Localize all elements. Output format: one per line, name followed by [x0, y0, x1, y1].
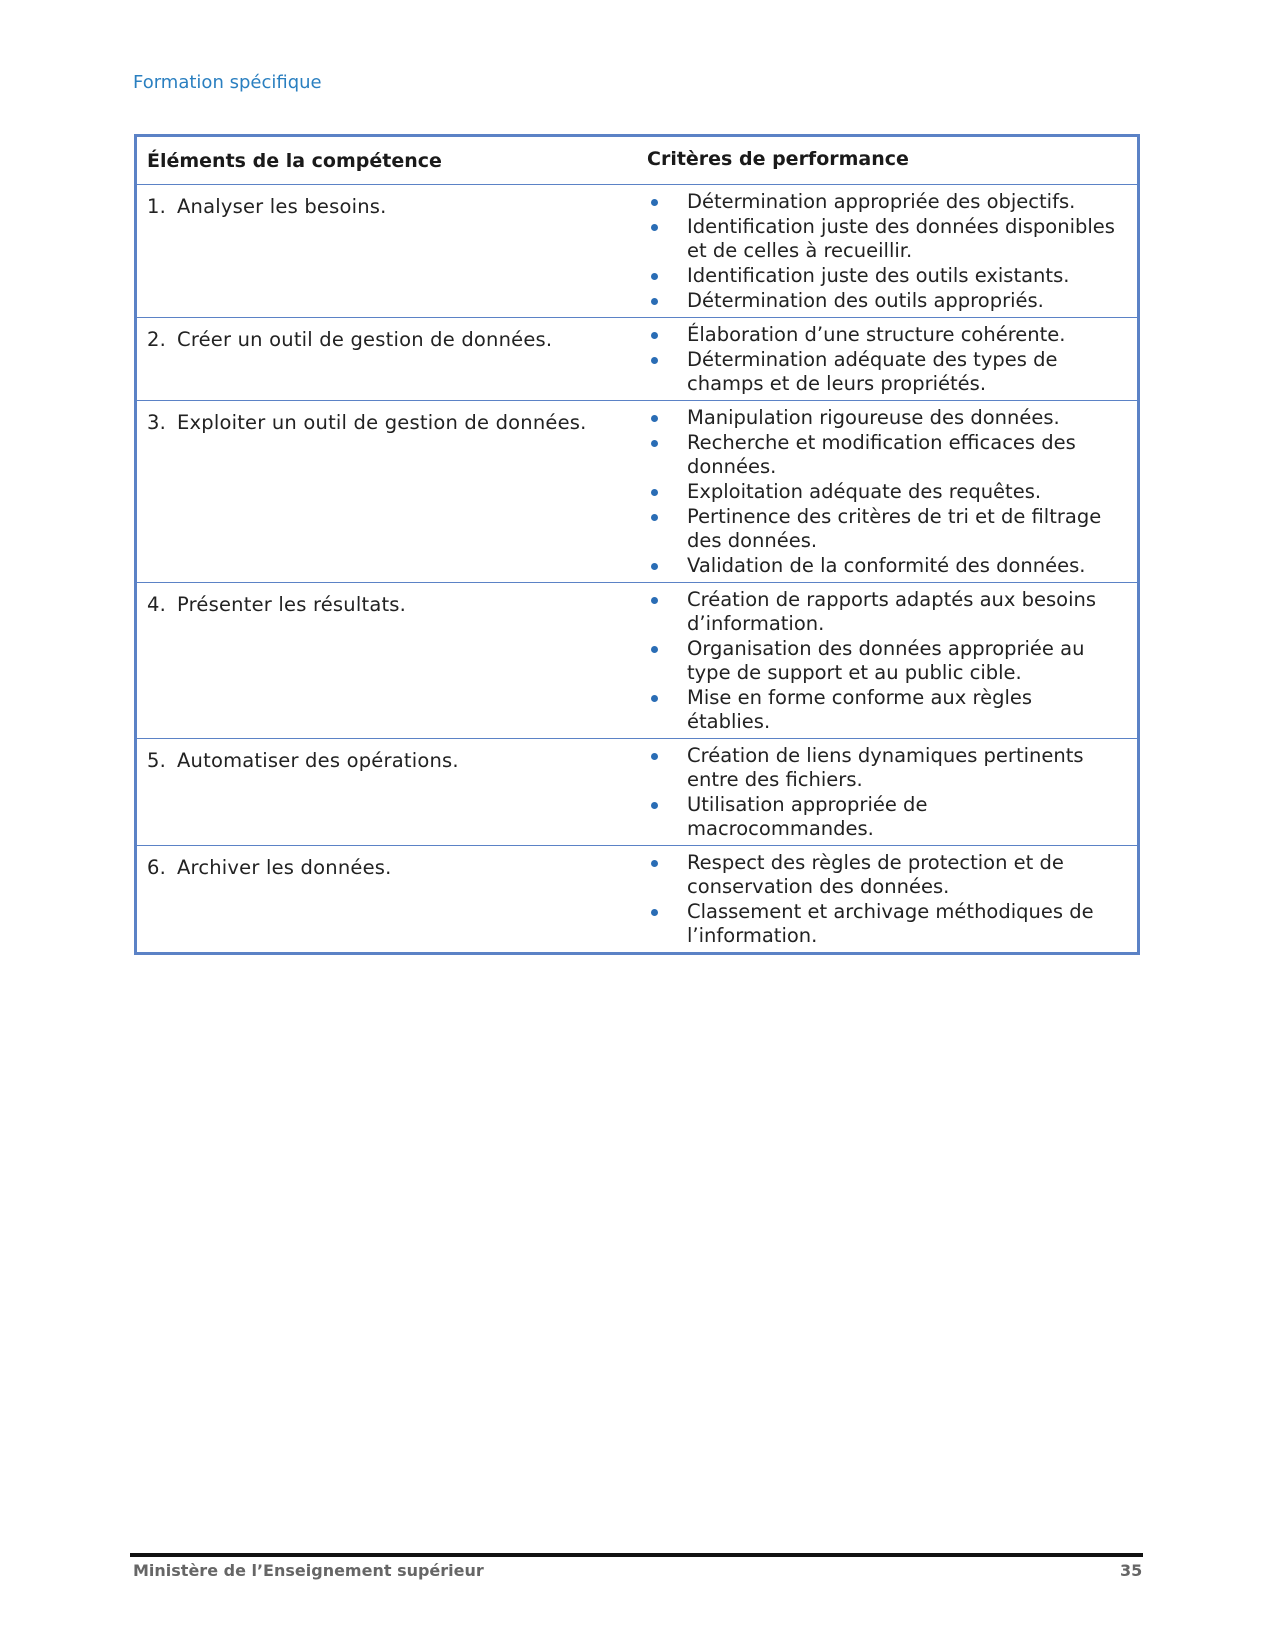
criterion-item	[647, 289, 1137, 313]
criterion-text: Recherche et modification efficaces des données.	[687, 431, 1076, 478]
criterion-text: Identification juste des outils existants.	[687, 264, 1070, 287]
criterion-text: Exploitation adéquate des requêtes.	[687, 480, 1042, 503]
criterion-item	[647, 637, 1137, 685]
criterion-text: Organisation des données appropriée au type de support et au public cible.	[687, 637, 1085, 684]
element-text: Créer un outil de gestion de données.	[177, 328, 553, 351]
footer-ministry: Ministère de l’Enseignement supérieur	[133, 1561, 484, 1580]
criterion-text: Détermination appropriée des objectifs.	[687, 190, 1076, 213]
column-header-criteria: Critères de performance	[637, 136, 1139, 185]
bullet-icon	[651, 802, 658, 809]
criteria-list	[647, 851, 1137, 948]
bullet-icon	[651, 273, 658, 280]
element-text: Exploiter un outil de gestion de données.	[177, 411, 587, 434]
criterion-item	[647, 588, 1137, 636]
criterion-item	[647, 431, 1137, 479]
criteria-list	[647, 323, 1137, 396]
competence-element-cell	[136, 583, 638, 739]
bullet-icon	[651, 563, 658, 570]
element-number: 4.	[147, 593, 167, 616]
bullet-icon	[651, 489, 658, 496]
performance-criteria-cell	[637, 739, 1139, 846]
element-number: 1.	[147, 195, 167, 218]
competence-element-cell	[136, 401, 638, 583]
criteria-list	[647, 588, 1137, 734]
criterion-text: Élaboration d’une structure cohérente.	[687, 323, 1066, 346]
competence-element	[147, 846, 637, 879]
competence-element-cell	[136, 318, 638, 401]
performance-criteria-cell	[637, 318, 1139, 401]
criterion-item	[647, 406, 1137, 430]
criterion-text: Manipulation rigoureuse des données.	[687, 406, 1060, 429]
bullet-icon	[651, 332, 658, 339]
table-row	[136, 318, 1139, 401]
criterion-text: Détermination adéquate des types de champs et de leurs propriétés.	[687, 348, 1058, 395]
criterion-text: Classement et archivage méthodiques de l’information.	[687, 900, 1094, 947]
criteria-list	[647, 406, 1137, 578]
criterion-text: Validation de la conformité des données.	[687, 554, 1086, 577]
element-text: Archiver les données.	[177, 856, 392, 879]
criterion-item	[647, 348, 1137, 396]
criteria-list	[647, 190, 1137, 313]
competence-element	[147, 739, 637, 772]
competence-element	[147, 401, 637, 434]
criterion-item	[647, 554, 1137, 578]
criterion-item	[647, 323, 1137, 347]
criterion-text: Pertinence des critères de tri et de filtrage des données.	[687, 505, 1102, 552]
criterion-text: Respect des règles de protection et de conservation des données.	[687, 851, 1064, 898]
criterion-item	[647, 686, 1137, 734]
element-text: Analyser les besoins.	[177, 195, 387, 218]
bullet-icon	[651, 753, 658, 760]
performance-criteria-cell	[637, 185, 1139, 318]
element-text: Présenter les résultats.	[177, 593, 407, 616]
bullet-icon	[651, 357, 658, 364]
performance-criteria-cell	[637, 583, 1139, 739]
competence-element-cell	[136, 185, 638, 318]
table-header-row	[136, 136, 1139, 185]
table-row	[136, 401, 1139, 583]
criterion-item	[647, 215, 1137, 263]
bullet-icon	[651, 224, 658, 231]
element-number: 6.	[147, 856, 167, 879]
criterion-item	[647, 900, 1137, 948]
element-number: 2.	[147, 328, 167, 351]
bullet-icon	[651, 860, 658, 867]
competence-element-cell	[136, 846, 638, 954]
element-number: 5.	[147, 749, 167, 772]
table-row	[136, 583, 1139, 739]
bullet-icon	[651, 415, 658, 422]
performance-criteria-cell	[637, 846, 1139, 954]
criterion-text: Utilisation appropriée de macrocommandes.	[687, 793, 928, 840]
criteria-list	[647, 744, 1137, 841]
table-row	[136, 185, 1139, 318]
element-text: Automatiser des opérations.	[177, 749, 459, 772]
element-number: 3.	[147, 411, 167, 434]
criterion-text: Mise en forme conforme aux règles établies.	[687, 686, 1033, 733]
page-number: 35	[1120, 1561, 1143, 1580]
column-header-elements: Éléments de la compétence	[136, 136, 638, 185]
criterion-text: Création de rapports adaptés aux besoins d’information.	[687, 588, 1097, 635]
criterion-item	[647, 851, 1137, 899]
criterion-item	[647, 264, 1137, 288]
competence-element	[147, 185, 637, 218]
bullet-icon	[651, 909, 658, 916]
bullet-icon	[651, 597, 658, 604]
table-row	[136, 739, 1139, 846]
criterion-text: Détermination des outils appropriés.	[687, 289, 1044, 312]
criterion-text: Identification juste des données disponibles et de celles à recueillir.	[687, 215, 1115, 262]
bullet-icon	[651, 199, 658, 206]
criterion-item	[647, 793, 1137, 841]
competence-element-cell	[136, 739, 638, 846]
criterion-item	[647, 190, 1137, 214]
footer-rule	[130, 1553, 1143, 1557]
bullet-icon	[651, 695, 658, 702]
criterion-item	[647, 744, 1137, 792]
performance-criteria-cell	[637, 401, 1139, 583]
criterion-item	[647, 505, 1137, 553]
bullet-icon	[651, 514, 658, 521]
bullet-icon	[651, 646, 658, 653]
competence-table	[134, 134, 1140, 955]
section-header: Formation spécifique	[133, 72, 322, 93]
table-row	[136, 846, 1139, 954]
bullet-icon	[651, 298, 658, 305]
criterion-text: Création de liens dynamiques pertinents entre des fichiers.	[687, 744, 1084, 791]
bullet-icon	[651, 440, 658, 447]
competence-element	[147, 318, 637, 351]
competence-element	[147, 583, 637, 616]
criterion-item	[647, 480, 1137, 504]
